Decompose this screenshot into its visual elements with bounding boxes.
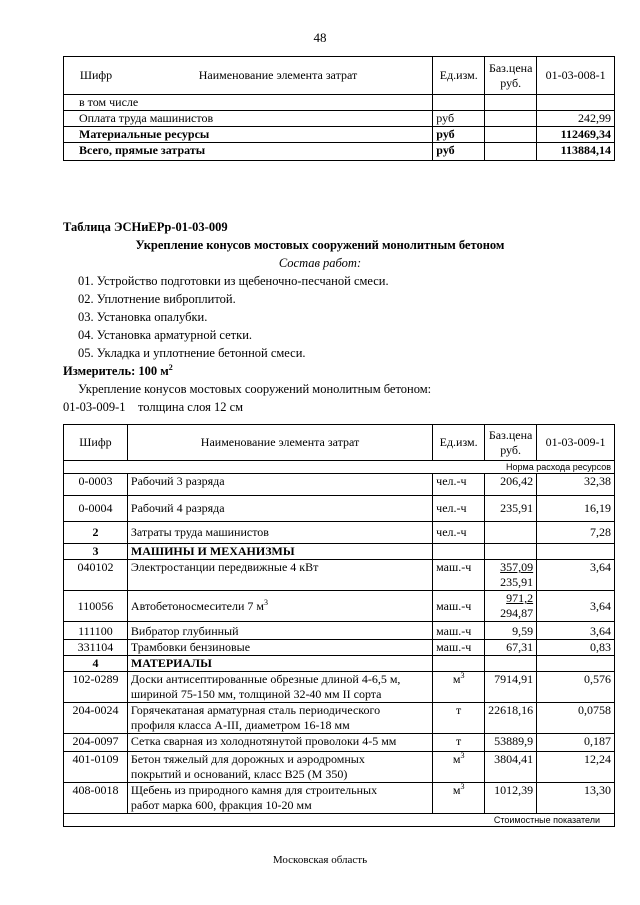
row-code: 401-0109 <box>64 752 128 783</box>
row-code: 204-0097 <box>64 734 128 752</box>
row-price: 357,09 235,91 <box>485 560 537 591</box>
row-name: Бетон тяжелый для дорожных и аэродромных покрытий и оснований, класс В25 (М 350) <box>127 752 432 783</box>
resource-norms-table <box>63 424 615 827</box>
row-name: Горячекатаная арматурная сталь периодического профиля класса А-III, диаметром 16-18 мм <box>127 703 432 734</box>
section-heading: МАШИНЫ И МЕХАНИЗМЫ <box>127 544 432 560</box>
row-code: 102-0289 <box>64 672 128 703</box>
row-value: 7,28 <box>537 522 615 544</box>
row-unit: т <box>433 734 485 752</box>
row-name: Автобетоносмесители 7 $м^3$ <box>127 591 432 622</box>
row-unit: маш.-ч <box>433 560 485 591</box>
row-code: 111100 <box>64 622 128 640</box>
work-item: 04. Установка арматурной сетки. <box>78 328 253 342</box>
row-price: 1012,39 <box>485 783 537 814</box>
cost-table-top <box>63 56 615 161</box>
row-name: Трамбовки бензиновые <box>127 640 432 656</box>
row-price: 67,31 <box>485 640 537 656</box>
row-label: Материальные ресурсы <box>64 127 433 143</box>
row-price: 53889,9 <box>485 734 537 752</box>
row-code: 0-0003 <box>64 474 128 496</box>
header-code-col: 01-03-008-1 <box>537 57 615 95</box>
measure-unit: Измеритель: 100 $м^2$ <box>63 362 173 378</box>
row-value: 113884,14 <box>537 143 615 161</box>
row-label: Оплата труда машинистов <box>64 111 433 127</box>
row-name: Сетка сварная из холоднотянутой проволоки 4-5 мм <box>127 734 432 752</box>
intro-text: Укрепление конусов мостовых сооружений монолитным бетоном: <box>78 382 432 396</box>
page-number: 48 <box>313 30 327 45</box>
row-unit: чел.-ч <box>433 522 485 544</box>
row-unit: руб <box>433 127 485 143</box>
row-name: Рабочий 4 разряда <box>127 496 432 522</box>
row-value: 13,30 <box>537 783 615 814</box>
row-price: 971,2 294,87 <box>485 591 537 622</box>
row-name: Щебень из природного камня для строительных работ марка 600, фракция 10-20 мм <box>127 783 432 814</box>
row-unit: маш.-ч <box>433 640 485 656</box>
norm-label: Норма расхода ресурсов <box>64 461 615 474</box>
row-value: 0,187 <box>537 734 615 752</box>
row-code: 331104 <box>64 640 128 656</box>
row-value: 12,24 <box>537 752 615 783</box>
work-item: 02. Уплотнение виброплитой. <box>78 292 236 306</box>
row-price: 3804,41 <box>485 752 537 783</box>
row-unit: $м^3$ <box>433 672 485 703</box>
row-price: 7914,91 <box>485 672 537 703</box>
row-label: Всего, прямые затраты <box>64 143 433 161</box>
row-label: в том числе <box>64 95 433 111</box>
row-name: Электростанции передвижные 4 кВт <box>127 560 432 591</box>
row-code: 408-0018 <box>64 783 128 814</box>
row-price: 9,59 <box>485 622 537 640</box>
work-item: 05. Укладка и уплотнение бетонной смеси. <box>78 346 306 360</box>
row-name: Рабочий 3 разряда <box>127 474 432 496</box>
variant-text: 01-03-009-1 толщина слоя 12 см <box>63 400 244 414</box>
row-value: 242,99 <box>537 111 615 127</box>
row-name: Затраты труда машинистов <box>127 522 432 544</box>
row-value: 3,64 <box>537 622 615 640</box>
header-name: Наименование элемента затрат <box>127 425 432 461</box>
section-code: 4 <box>64 656 128 672</box>
header-unit: Ед.изм. <box>433 57 485 95</box>
section-heading: МАТЕРИАЛЫ <box>127 656 432 672</box>
footer-region: Московская область <box>272 854 368 866</box>
row-unit: $м^3$ <box>433 752 485 783</box>
row-value: 3,64 <box>537 591 615 622</box>
header-name <box>64 57 433 95</box>
cost-label: Стоимостные показатели <box>64 814 615 827</box>
row-price: 235,91 <box>485 496 537 522</box>
row-unit: т <box>433 703 485 734</box>
row-value: 112469,34 <box>537 127 615 143</box>
section-title: Укрепление конусов мостовых сооружений монолитным бетоном <box>135 238 505 252</box>
row-unit: маш.-ч <box>433 591 485 622</box>
header-base-price: Баз.цена руб. <box>485 425 537 461</box>
row-value: 3,64 <box>537 560 615 591</box>
row-price: 206,42 <box>485 474 537 496</box>
row-unit: руб <box>433 143 485 161</box>
header-code: Шифр <box>64 425 128 461</box>
row-code: 2 <box>64 522 128 544</box>
row-value: 0,0758 <box>537 703 615 734</box>
row-value: 0,576 <box>537 672 615 703</box>
row-price: 22618,16 <box>485 703 537 734</box>
header-unit: Ед.изм. <box>433 425 485 461</box>
header-base-price: Баз.цена руб. <box>485 57 537 95</box>
row-unit: маш.-ч <box>433 622 485 640</box>
row-unit: руб <box>433 111 485 127</box>
row-unit: $м^3$ <box>433 783 485 814</box>
row-value: 16,19 <box>537 496 615 522</box>
row-name: Вибратор глубинный <box>127 622 432 640</box>
header-code: Шифр <box>79 68 113 82</box>
work-item: 01. Устройство подготовки из щебеночно-песчаной смеси. <box>78 274 389 288</box>
header-name-label: Наименование элемента затрат <box>198 68 358 82</box>
row-value: 0,83 <box>537 640 615 656</box>
section-code: 3 <box>64 544 128 560</box>
row-code: 0-0004 <box>64 496 128 522</box>
row-code: 204-0024 <box>64 703 128 734</box>
row-unit: чел.-ч <box>433 496 485 522</box>
row-code: 110056 <box>64 591 128 622</box>
section-subtitle: Состав работ: <box>278 256 362 270</box>
row-unit: чел.-ч <box>433 474 485 496</box>
row-name: Доски антисептированные обрезные длиной 4-6,5 м, шириной 75-150 мм, толщиной 32-40 мм II сорта <box>127 672 432 703</box>
header-code-col: 01-03-009-1 <box>537 425 615 461</box>
row-value: 32,38 <box>537 474 615 496</box>
table-caption: Таблица ЭСНиЕРр-01-03-009 <box>63 220 228 234</box>
work-item: 03. Установка опалубки. <box>78 310 208 324</box>
row-code: 040102 <box>64 560 128 591</box>
